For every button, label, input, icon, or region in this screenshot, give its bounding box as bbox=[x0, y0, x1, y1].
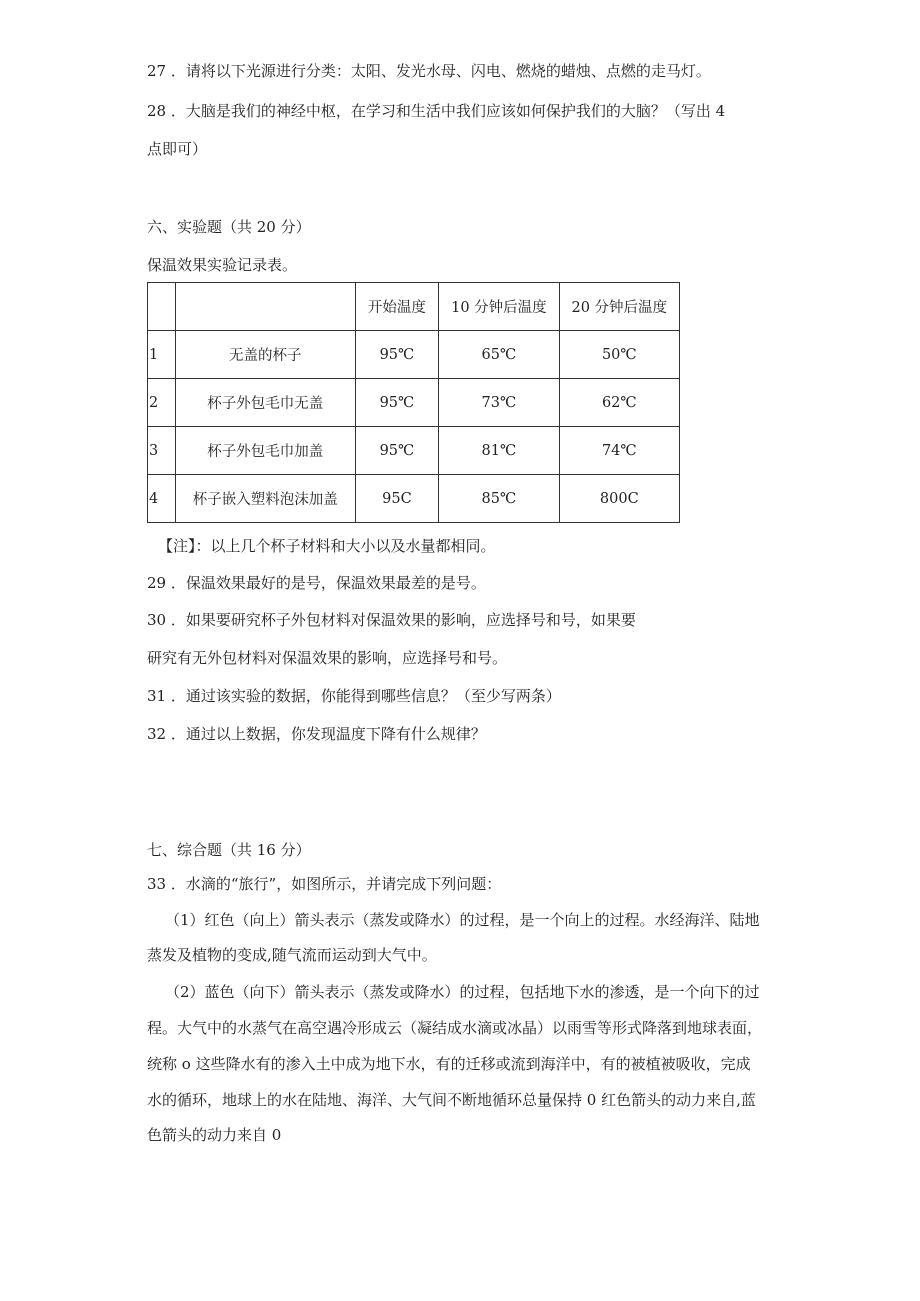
table-cell: 3 bbox=[148, 427, 176, 475]
table-cell: 1 bbox=[148, 331, 176, 379]
question-30-line2: 研究有无外包材料对保温效果的影响，应选择号和号。 bbox=[147, 649, 508, 667]
table-cell: 95℃ bbox=[355, 331, 439, 379]
table-cell: 81℃ bbox=[439, 427, 559, 475]
paragraph-2-line4: 水的循环，地球上的水在陆地、海洋、大气间不断地循环总量保持 0 红色箭头的动力来自,蓝 bbox=[147, 1091, 756, 1109]
question-33: 33 ．水滴的“旅行”，如图所示，并请完成下列问题： bbox=[147, 875, 502, 893]
table-cell: 杯子外包毛巾加盖 bbox=[175, 427, 355, 475]
paragraph-2-line1: （2）蓝色（向下）箭头表示（蒸发或降水）的过程，包括地下水的渗透，是一个向下的过 bbox=[165, 983, 760, 1001]
table-cell: 65℃ bbox=[439, 331, 559, 379]
table-note: 【注】：以上几个杯子材料和大小以及水量都相同。 bbox=[158, 537, 496, 555]
table-cell: 杯子外包毛巾无盖 bbox=[175, 379, 355, 427]
section-6-title: 六、实验题（共 20 分） bbox=[147, 218, 311, 236]
section-7-title: 七、综合题（共 16 分） bbox=[147, 841, 311, 859]
question-28-line1: 28 ．大脑是我们的神经中枢，在学习和生活中我们应该如何保护我们的大脑？（写出 4 bbox=[147, 102, 726, 120]
header-cell: 10 分钟后温度 bbox=[439, 283, 559, 331]
header-cell: 开始温度 bbox=[355, 283, 439, 331]
table-cell: 2 bbox=[148, 379, 176, 427]
header-cell bbox=[175, 283, 355, 331]
table-cell: 95℃ bbox=[355, 379, 439, 427]
table-row bbox=[148, 427, 680, 475]
paragraph-2-line5: 色箭头的动力来自 0 bbox=[147, 1126, 282, 1144]
paragraph-1-line2: 蒸发及植物的变成,随气流而运动到大气中。 bbox=[147, 946, 437, 964]
question-28-line2: 点即可） bbox=[147, 140, 208, 158]
table-cell: 杯子嵌入塑料泡沫加盖 bbox=[175, 475, 355, 523]
table-cell: 95C bbox=[355, 475, 439, 523]
record-table bbox=[147, 282, 680, 523]
paragraph-2-line2: 程。大气中的水蒸气在高空遇冷形成云（凝结成水滴或冰晶）以雨雪等形式降落到地球表面， bbox=[147, 1019, 763, 1037]
header-cell bbox=[148, 283, 176, 331]
question-29: 29 ．保温效果最好的是号，保温效果最差的是号。 bbox=[147, 574, 486, 592]
table-row bbox=[148, 331, 680, 379]
paragraph-1-line1: （1）红色（向上）箭头表示（蒸发或降水）的过程，是一个向上的过程。水经海洋、陆地 bbox=[165, 911, 760, 929]
table-row bbox=[148, 475, 680, 523]
question-31: 31 ．通过该实验的数据，你能得到哪些信息？（至少写两条） bbox=[147, 687, 561, 705]
table-cell: 95℃ bbox=[355, 427, 439, 475]
table-cell: 85℃ bbox=[439, 475, 559, 523]
table-cell: 73℃ bbox=[439, 379, 559, 427]
table-cell: 50℃ bbox=[559, 331, 679, 379]
table-cell: 62℃ bbox=[559, 379, 679, 427]
question-27: 27 ．请将以下光源进行分类：太阳、发光水母、闪电、燃烧的蜡烛、点燃的走马灯。 bbox=[147, 62, 711, 80]
question-32: 32 ．通过以上数据，你发现温度下降有什么规律？ bbox=[147, 725, 486, 743]
table-header-row bbox=[148, 283, 680, 331]
table-caption: 保温效果实验记录表。 bbox=[147, 256, 298, 274]
table-cell: 无盖的杯子 bbox=[175, 331, 355, 379]
table-cell: 74℃ bbox=[559, 427, 679, 475]
paragraph-2-line3: 统称 o 这些降水有的渗入土中成为地下水，有的迁移或流到海洋中，有的被植被吸收，完成 bbox=[147, 1055, 751, 1073]
header-cell: 20 分钟后温度 bbox=[559, 283, 679, 331]
question-30-line1: 30 ．如果要研究杯子外包材料对保温效果的影响，应选择号和号，如果要 bbox=[147, 611, 636, 629]
table-cell: 4 bbox=[148, 475, 176, 523]
table-cell: 800C bbox=[559, 475, 679, 523]
table-row bbox=[148, 379, 680, 427]
